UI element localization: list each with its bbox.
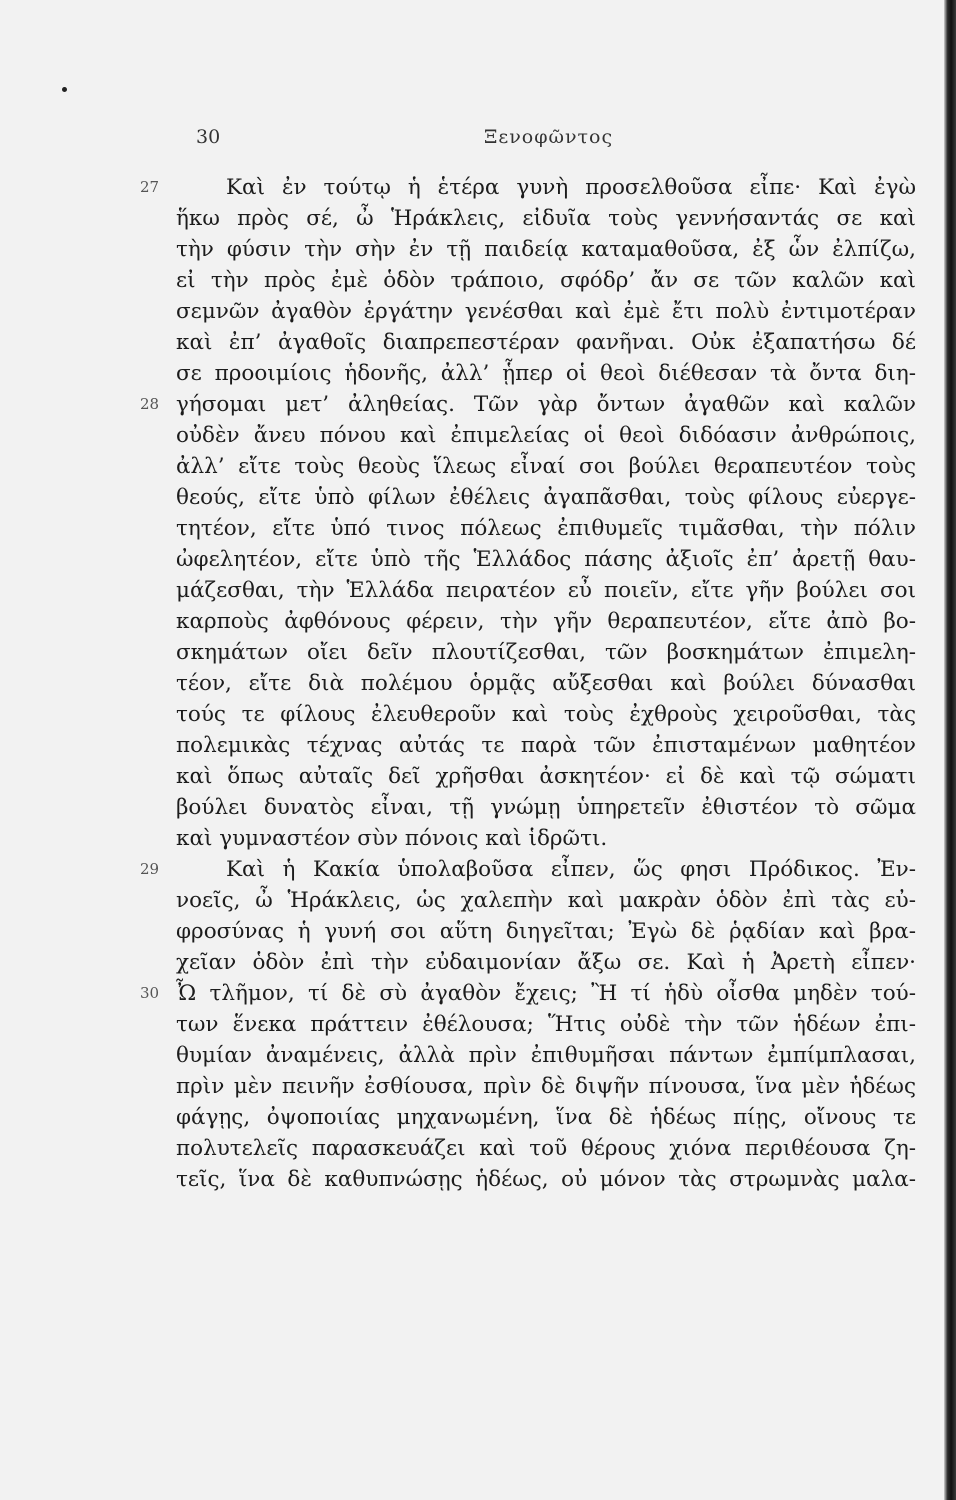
text-line [176, 637, 916, 668]
line-text: καὶ ἐπ’ ἀγαθοῖς διαπρεπεστέραν φανῆναι. Οὐκ ἐξαπατήσω δέ [176, 330, 916, 355]
line-text: φροσύνας ἡ γυνή σοι αὕτη διηγεῖται; Ἐγὼ δὲ ῥᾳδίαν καὶ βρα- [176, 919, 916, 944]
line-text: θυμίαν ἀναμένεις, ἀλλὰ πρὶν ἐπιθυμῆσαι πάντων ἐμπίμπλασαι, [176, 1043, 916, 1068]
line-text: σκημάτων οἴει δεῖν πλουτίζεσθαι, τῶν βοσκημάτων ἐπιμελη- [176, 640, 916, 665]
line-text: ὠφελητέον, εἴτε ὑπὸ τῆς Ἑλλάδος πάσης ἀξιοῖς ἐπ’ ἀρετῇ θαυ- [176, 547, 916, 572]
text-line [140, 854, 916, 885]
text-line [176, 1071, 916, 1102]
line-text: χεῖαν ὁδὸν ἐπὶ τὴν εὐδαιμονίαν ἄξω σε. Καὶ ἡ Ἀρετὴ εἶπεν· [176, 950, 916, 975]
line-text: θεούς, εἴτε ὑπὸ φίλων ἐθέλεις ἀγαπᾶσθαι, τοὺς φίλους εὐεργε- [176, 485, 916, 510]
text-line [140, 389, 916, 420]
line-text: καὶ ὅπως αὐταῖς δεῖ χρῆσθαι ἀσκητέον· εἰ δὲ καὶ τῷ σώματι [176, 764, 916, 789]
line-text: οὐδὲν ἄνευ πόνου καὶ ἐπιμελείας οἱ θεοὶ διδόασιν ἀνθρώποις, [176, 423, 916, 448]
line-text: Καὶ ἡ Κακία ὑπολαβοῦσα εἶπεν, ὥς φησι Πρόδικος. Ἐν- [226, 857, 916, 882]
line-text: Ὦ τλῆμον, τί δὲ σὺ ἀγαθὸν ἔχεις; Ἢ τί ἡδὺ οἶσθα μηδὲν τού- [176, 981, 916, 1006]
text-line [176, 730, 916, 761]
line-text: τὴν φύσιν τὴν σὴν ἐν τῇ παιδείᾳ καταμαθοῦσα, ἐξ ὧν ἐλπίζω, [176, 237, 916, 262]
text-line [176, 1164, 916, 1195]
line-text: τεῖς, ἵνα δὲ καθυπνώσῃς ἡδέως, οὐ μόνον τὰς στρωμνὰς μαλα- [176, 1167, 916, 1192]
section-number: 30 [140, 984, 160, 1002]
text-line [140, 172, 916, 203]
page-number: 30 [196, 126, 221, 148]
book-spine-shadow [944, 0, 956, 1500]
text-line [176, 296, 916, 327]
section-number: 27 [140, 178, 160, 196]
text-line [176, 358, 916, 389]
text-line [176, 420, 916, 451]
text-line [176, 1040, 916, 1071]
text-line [176, 606, 916, 637]
line-text: γήσομαι μετ’ ἀληθείας. Τῶν γὰρ ὄντων ἀγαθῶν καὶ καλῶν [176, 392, 916, 417]
text-line [176, 761, 916, 792]
line-text: καρποὺς ἀφθόνους φέρειν, τὴν γῆν θεραπευτέον, εἴτε ἀπὸ βο- [176, 609, 916, 634]
line-text: τέον, εἴτε διὰ πολέμου ὁρμᾷς αὔξεσθαι καὶ βούλει δύνασθαι [176, 671, 916, 696]
page-header [0, 126, 944, 156]
text-line [176, 792, 916, 823]
text-line [176, 544, 916, 575]
text-line [176, 885, 916, 916]
line-text: πρὶν μὲν πεινῆν ἐσθίουσα, πρὶν δὲ διψῆν πίνουσα, ἵνα μὲν ἡδέως [176, 1074, 916, 1099]
line-text: εἰ τὴν πρὸς ἐμὲ ὁδὸν τράποιο, σφόδρ’ ἄν σε τῶν καλῶν καὶ [176, 268, 916, 293]
text-line [176, 203, 916, 234]
text-line [176, 916, 916, 947]
text-line [176, 699, 916, 730]
line-text: των ἕνεκα πράττειν ἐθέλουσα; Ἥτις οὐδὲ τὴν τῶν ἡδέων ἐπι- [176, 1012, 916, 1037]
text-line [176, 234, 916, 265]
section-number: 29 [140, 860, 160, 878]
line-text: ἥκω πρὸς σέ, ὦ Ἡράκλεις, εἰδυῖα τοὺς γεννήσαντάς σε καὶ [176, 206, 916, 231]
line-text: φάγῃς, ὀψοποιίας μηχανωμένη, ἵνα δὲ ἡδέως πίῃς, οἴνους τε [176, 1105, 916, 1130]
text-line [176, 823, 916, 854]
line-text: νοεῖς, ὦ Ἡράκλεις, ὡς χαλεπὴν καὶ μακρὰν ὁδὸν ἐπὶ τὰς εὐ- [176, 888, 916, 913]
text-line [176, 947, 916, 978]
line-text: καὶ γυμναστέον σὺν πόνοις καὶ ἱδρῶτι. [176, 826, 608, 851]
ink-speck [62, 87, 67, 92]
section-number: 28 [140, 395, 160, 413]
line-text: πολεμικὰς τέχνας αὐτάς τε παρὰ τῶν ἐπισταμένων μαθητέον [176, 733, 916, 758]
line-text: σεμνῶν ἀγαθὸν ἐργάτην γενέσθαι καὶ ἐμὲ ἔτι πολὺ ἐντιμοτέραν [176, 299, 916, 324]
text-line [176, 1009, 916, 1040]
line-text: ἀλλ’ εἴτε τοὺς θεοὺς ἵλεως εἶναί σοι βούλει θεραπευτέον τοὺς [176, 454, 916, 479]
text-line [140, 978, 916, 1009]
running-title: Ξενοφῶντος [484, 126, 614, 148]
body-text [140, 172, 916, 1195]
line-text: σε προοιμίοις ἡδονῆς, ἀλλ’ ᾗπερ οἱ θεοὶ διέθεσαν τὰ ὄντα διη- [176, 361, 916, 386]
text-line [176, 1133, 916, 1164]
line-text: πολυτελεῖς παρασκευάζει καὶ τοῦ θέρους χιόνα περιθέουσα ζη- [176, 1136, 916, 1161]
line-text: τητέον, εἴτε ὑπό τινος πόλεως ἐπιθυμεῖς τιμᾶσθαι, τὴν πόλιν [176, 516, 916, 541]
line-text: βούλει δυνατὸς εἶναι, τῇ γνώμῃ ὑπηρετεῖν ἐθιστέον τὸ σῶμα [176, 795, 916, 820]
text-line [176, 451, 916, 482]
line-text: τούς τε φίλους ἐλευθεροῦν καὶ τοὺς ἐχθροὺς χειροῦσθαι, τὰς [176, 702, 916, 727]
text-line [176, 327, 916, 358]
text-line [176, 265, 916, 296]
text-line [176, 482, 916, 513]
line-text: μάζεσθαι, τὴν Ἑλλάδα πειρατέον εὖ ποιεῖν, εἴτε γῆν βούλει σοι [176, 578, 916, 603]
line-text: Καὶ ἐν τούτῳ ἡ ἑτέρα γυνὴ προσελθοῦσα εἶπε· Καὶ ἐγὼ [226, 175, 916, 200]
text-line [176, 668, 916, 699]
text-line [176, 1102, 916, 1133]
text-line [176, 513, 916, 544]
text-line [176, 575, 916, 606]
